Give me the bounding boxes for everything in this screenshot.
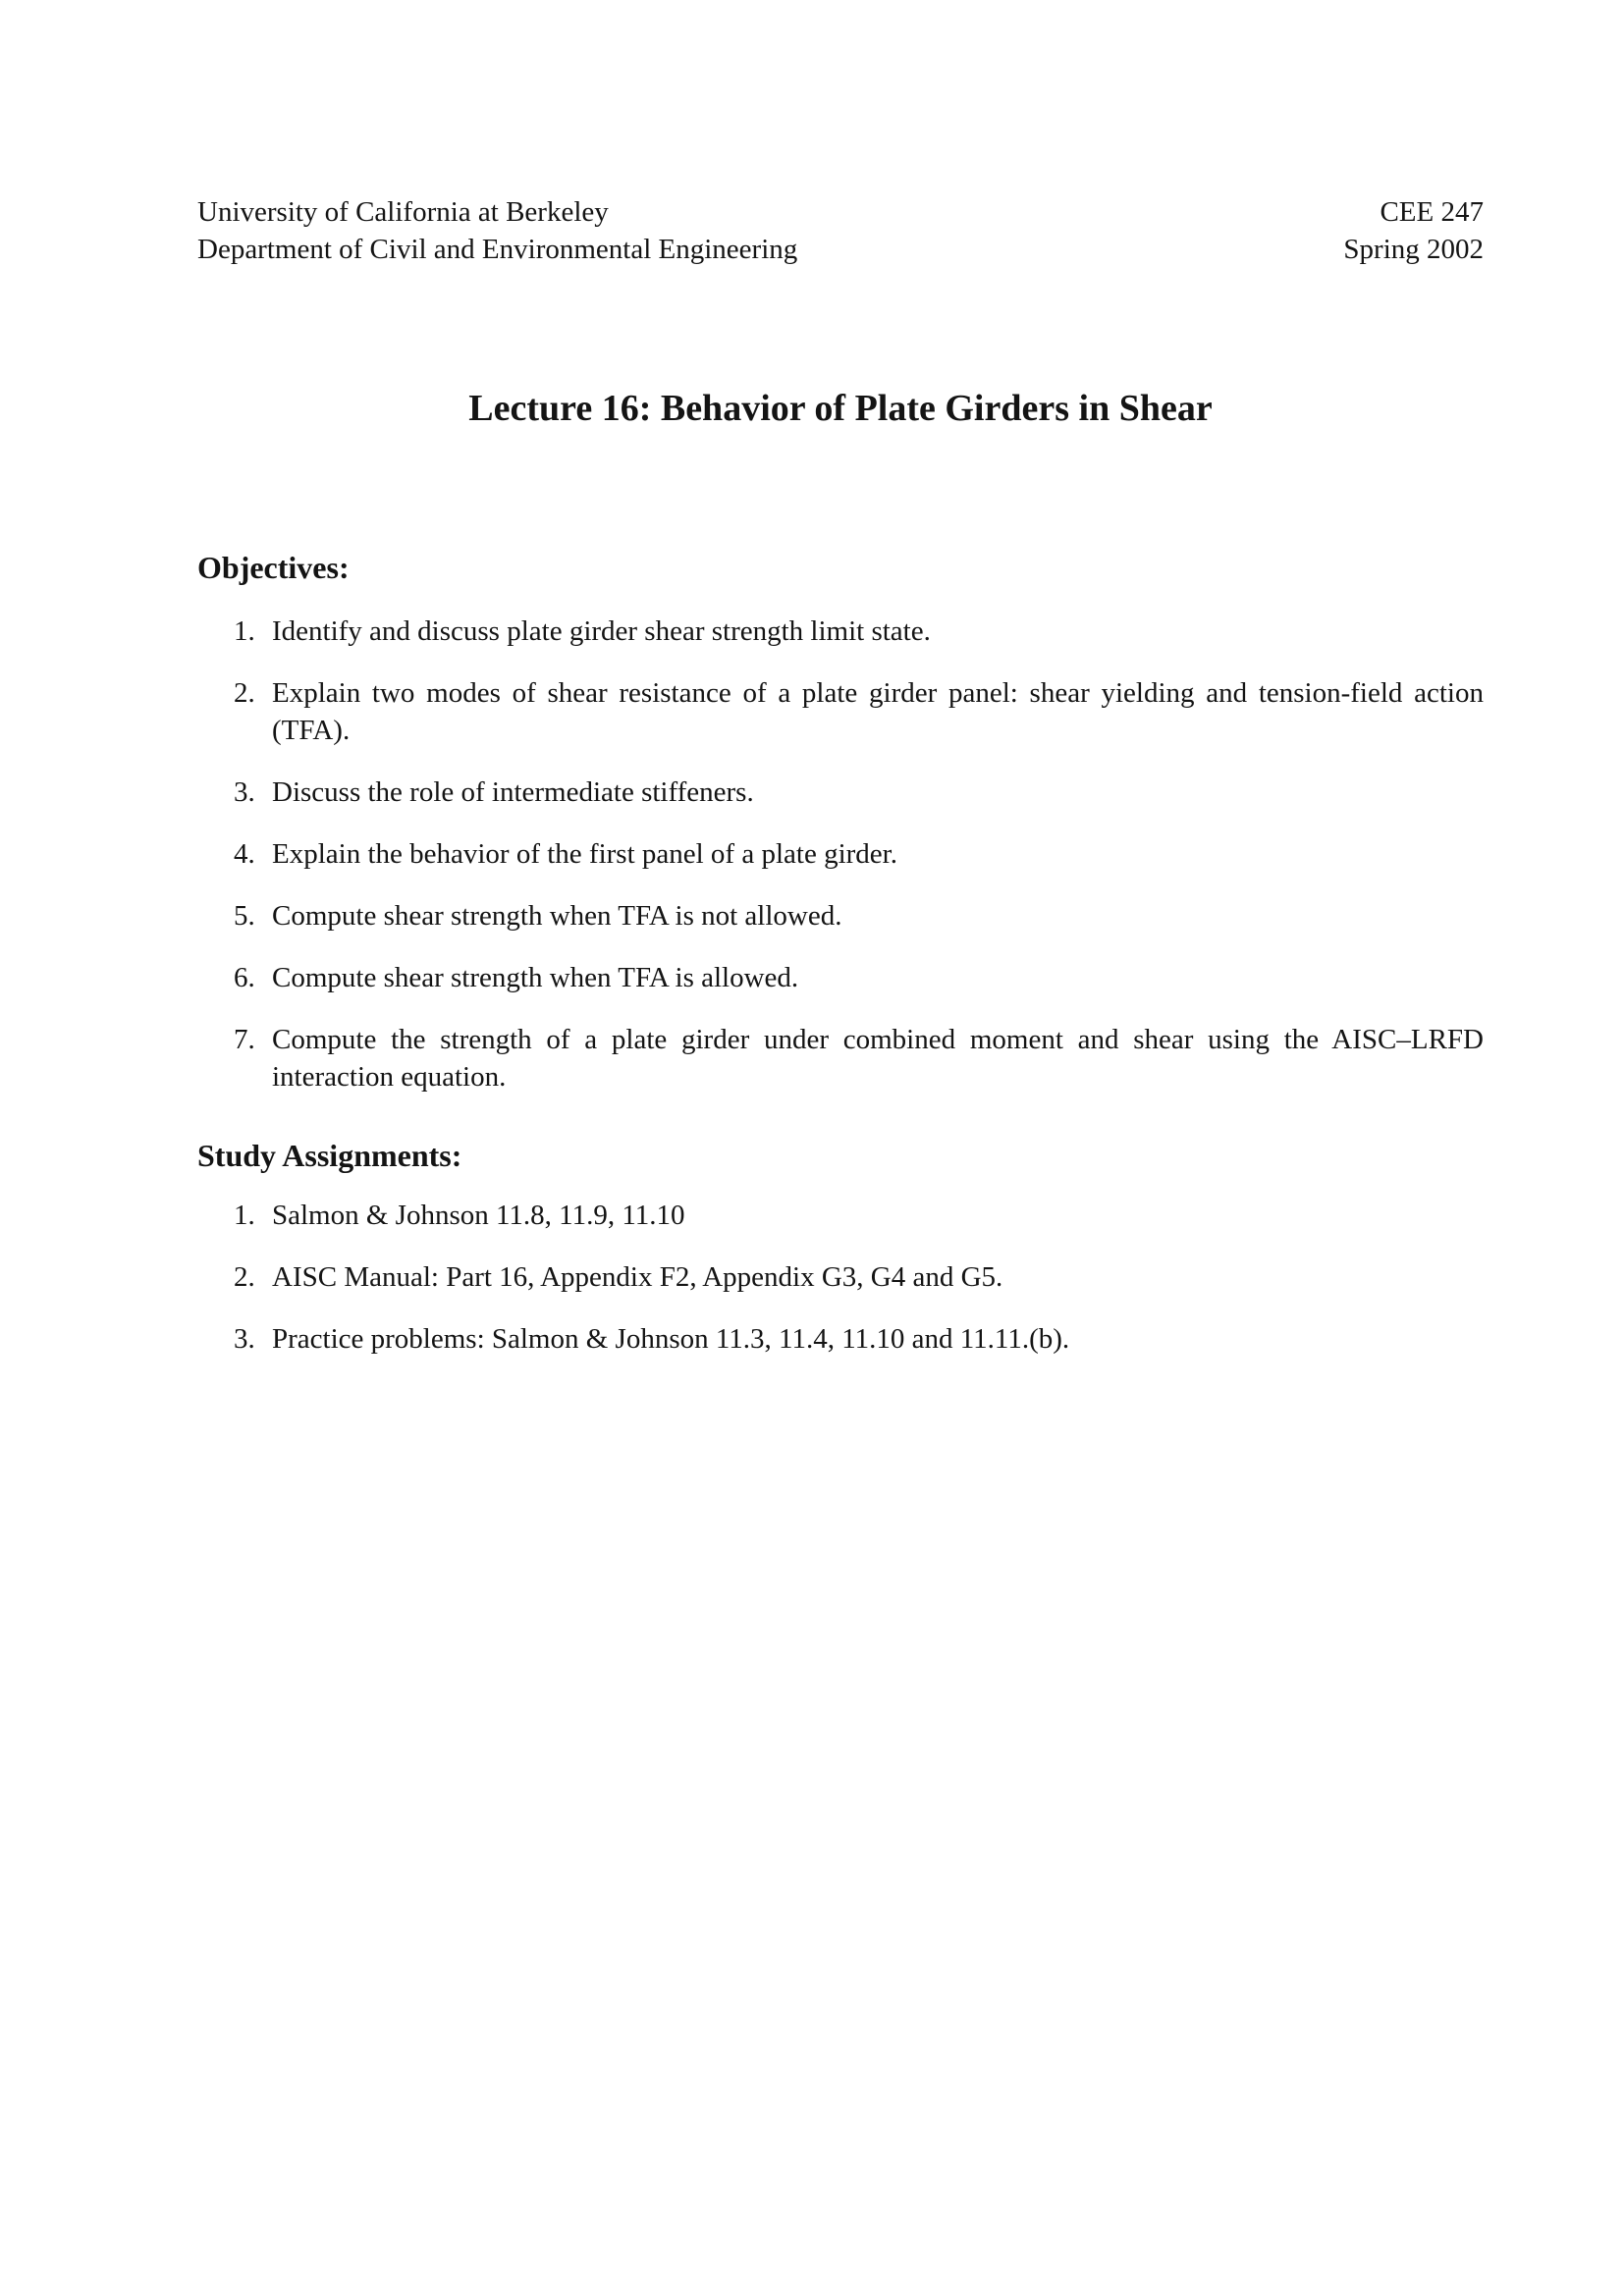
course-block (1343, 193, 1484, 268)
list-item-text: Identify and discuss plate girder shear strength limit state. (272, 615, 931, 647)
list-item (197, 959, 1484, 996)
list-item (197, 1258, 1484, 1296)
list-item-text: Compute shear strength when TFA is allowed. (272, 962, 799, 993)
list-item-number: 5. (234, 900, 255, 932)
list-item-text: Explain the behavior of the first panel of a plate girder. (272, 838, 897, 870)
list-item-number: 2. (234, 1261, 255, 1293)
institution-block (197, 193, 797, 268)
list-item (197, 1320, 1484, 1358)
list-item-number: 4. (234, 838, 255, 870)
list-item (197, 774, 1484, 811)
list-item-text: Compute the strength of a plate girder under combined moment and shear using the AISC–LRFD interaction equation. (272, 1024, 1484, 1093)
study-assignments-heading: Study Assignments: (197, 1138, 462, 1173)
list-item (197, 613, 1484, 650)
list-item (197, 1021, 1484, 1095)
department-name: Department of Civil and Environmental Engineering (197, 234, 798, 265)
study-assignments-list (197, 1197, 1484, 1382)
university-name: University of California at Berkeley (197, 196, 609, 228)
list-item-text: Salmon & Johnson 11.8, 11.9, 11.10 (272, 1200, 685, 1231)
list-item (197, 674, 1484, 749)
list-item-text: Discuss the role of intermediate stiffeners. (272, 776, 754, 808)
objectives-list (197, 613, 1484, 1120)
list-item-number: 3. (234, 776, 255, 808)
list-item-number: 6. (234, 962, 255, 993)
objectives-heading: Objectives: (197, 550, 350, 585)
list-item-number: 7. (234, 1024, 255, 1055)
lecture-title: Lecture 16: Behavior of Plate Girders in Shear (468, 388, 1213, 429)
list-item (197, 1197, 1484, 1234)
list-item-text: AISC Manual: Part 16, Appendix F2, Appendix G3, G4 and G5. (272, 1261, 1003, 1293)
list-item-number: 1. (234, 615, 255, 647)
list-item-text: Compute shear strength when TFA is not allowed. (272, 900, 842, 932)
list-item (197, 835, 1484, 873)
list-item-number: 1. (234, 1200, 255, 1231)
list-item (197, 897, 1484, 934)
list-item-number: 2. (234, 677, 255, 709)
course-term: Spring 2002 (1343, 234, 1484, 265)
list-item-text: Practice problems: Salmon & Johnson 11.3, 11.4, 11.10 and 11.11.(b). (272, 1323, 1070, 1355)
list-item-number: 3. (234, 1323, 255, 1355)
list-item-text: Explain two modes of shear resistance of a plate girder panel: shear yielding and tension-field action (TFA). (272, 677, 1484, 746)
course-code: CEE 247 (1380, 196, 1484, 228)
